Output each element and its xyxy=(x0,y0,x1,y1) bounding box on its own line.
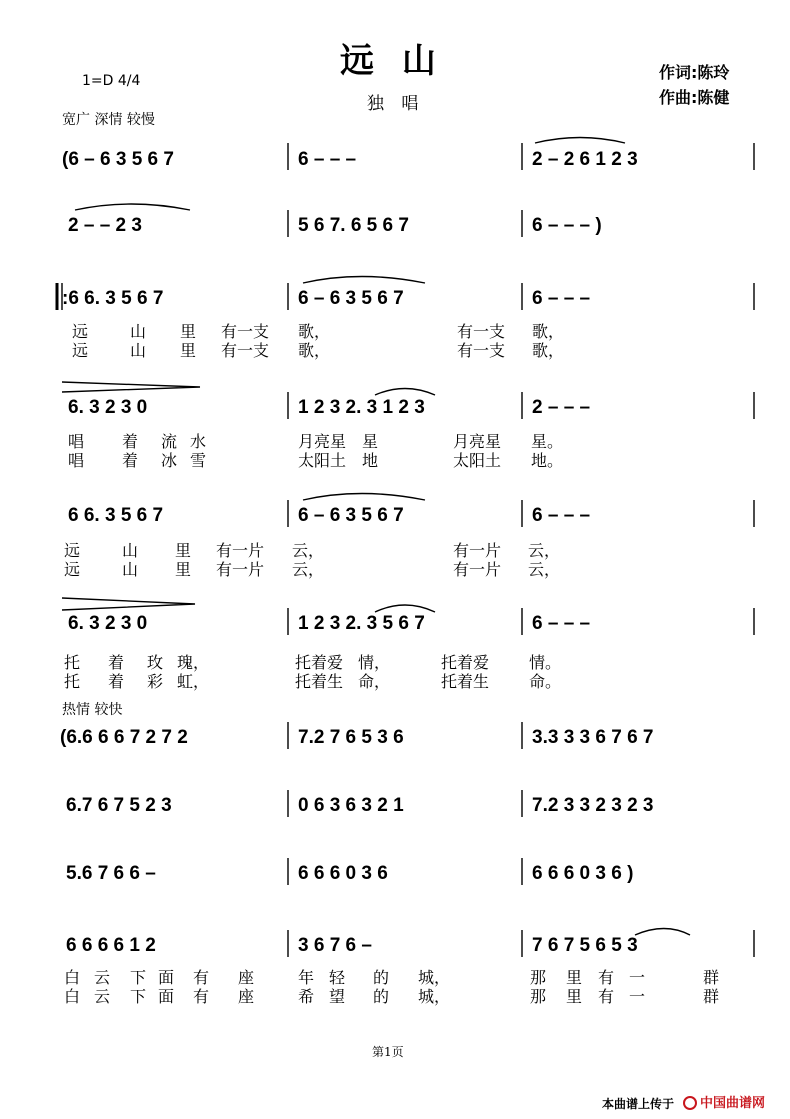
lyric: 歌， xyxy=(298,341,331,360)
lyric: 远 xyxy=(72,322,89,341)
lyric: 城， xyxy=(418,968,451,987)
lyric: 托着爱 xyxy=(295,653,344,672)
lyric: 彩 xyxy=(147,672,164,691)
lyric: 托着生 xyxy=(295,672,344,691)
lyric: 虹， xyxy=(177,672,210,691)
lyric: 云， xyxy=(292,560,325,579)
lyric: 有一片 xyxy=(216,541,265,560)
lyric: 座 xyxy=(238,987,255,1006)
lyric: 有 xyxy=(193,968,210,987)
tempo-marking: 宽广 深情 较慢 xyxy=(62,112,155,128)
row2-measure3: 6 – – – ) xyxy=(532,215,602,236)
lyric: 托 xyxy=(64,653,81,672)
lyric: 有一支 xyxy=(221,322,270,341)
lyric: 月亮星 xyxy=(453,432,502,451)
lyric: 水 xyxy=(190,432,207,451)
lyric: 面 xyxy=(158,968,175,987)
lyric: 山 xyxy=(122,541,139,560)
lyric: 星 xyxy=(362,432,379,451)
lyric: 有 xyxy=(598,987,615,1006)
performance-type: 独 唱 xyxy=(367,94,425,114)
row4-measure3: 2 – – – xyxy=(532,397,591,418)
lyric: 托着爱 xyxy=(441,653,490,672)
lyric: 有 xyxy=(598,968,615,987)
lyricist: 作词:陈玲 xyxy=(659,63,730,82)
lyric: 玫 xyxy=(147,653,164,672)
row10-measure3: 7 6 7 5 6 5 3 xyxy=(532,935,638,956)
lyric: 云 xyxy=(94,987,111,1006)
lyric: 里 xyxy=(566,987,583,1006)
lyric: 着 xyxy=(122,432,139,451)
lyric: 的 xyxy=(373,987,390,1006)
lyric: 情， xyxy=(358,653,391,672)
lyric: 里 xyxy=(566,968,583,987)
row2-measure2: 5 6 7. 6 5 6 7 xyxy=(298,215,409,236)
page-number: 第1页 xyxy=(372,1045,404,1059)
row5-measure3: 6 – – – xyxy=(532,505,591,526)
lyric: 那 xyxy=(530,968,547,987)
lyric: 有一支 xyxy=(457,341,506,360)
song-title: 远 山 xyxy=(340,41,444,81)
row6-measure1: 6. 3 2 3 0 xyxy=(68,613,148,634)
lyric: 地 xyxy=(362,451,379,470)
lyric: 座 xyxy=(238,968,255,987)
lyric: 那 xyxy=(530,987,547,1006)
row8-measure1: 6.7 6 7 5 2 3 xyxy=(66,795,172,816)
lyric: 冰 xyxy=(161,451,178,470)
row7-measure3: 3.3 3 3 6 7 6 7 xyxy=(532,727,654,748)
lyric: 山 xyxy=(122,560,139,579)
lyric: 一 xyxy=(629,987,646,1006)
row5-measure1: 6 6. 3 5 6 7 xyxy=(68,505,164,526)
lyric: 白 xyxy=(64,987,81,1006)
lyric: 云， xyxy=(528,541,561,560)
lyric: 瑰， xyxy=(177,653,210,672)
lyric: 着 xyxy=(108,672,125,691)
lyric: 山 xyxy=(130,341,147,360)
lyric: 群 xyxy=(703,968,720,987)
row10-measure1: 6 6 6 6 1 2 xyxy=(66,935,156,956)
row9-measure3: 6 6 6 0 3 6 ) xyxy=(532,863,634,884)
row3-measure2: 6 – 6 3 5 6 7 xyxy=(298,288,404,309)
lyric: 群 xyxy=(703,987,720,1006)
lyric: 托 xyxy=(64,672,81,691)
row9-measure2: 6 6 6 0 3 6 xyxy=(298,863,388,884)
tempo-marking-2: 热情 较快 xyxy=(62,702,123,718)
lyric: 云， xyxy=(292,541,325,560)
row4-measure2: 1 2 3 2. 3 1 2 3 xyxy=(298,397,425,418)
row7-measure1: (6.6 6 6 7 2 7 2 xyxy=(60,727,188,748)
lyric: 轻 xyxy=(329,968,346,987)
lyric: 歌， xyxy=(532,341,565,360)
row10-measure2: 3 6 7 6 – xyxy=(298,935,372,956)
row8-measure3: 7.2 3 3 2 3 2 3 xyxy=(532,795,654,816)
lyric: 唱 xyxy=(68,451,85,470)
row5-measure2: 6 – 6 3 5 6 7 xyxy=(298,505,404,526)
lyric: 远 xyxy=(64,560,81,579)
lyric: 望 xyxy=(329,987,346,1006)
row3-measure1: :6 6. 3 5 6 7 xyxy=(62,288,164,309)
lyric: 有一片 xyxy=(453,541,502,560)
lyric: 希 xyxy=(298,987,315,1006)
lyric: 雪 xyxy=(190,451,207,470)
lyric: 云 xyxy=(94,968,111,987)
lyric: 里 xyxy=(180,322,197,341)
lyric: 太阳土 xyxy=(298,451,347,470)
row7-measure2: 7.2 7 6 5 3 6 xyxy=(298,727,404,748)
lyric: 远 xyxy=(64,541,81,560)
lyric: 有一片 xyxy=(216,560,265,579)
lyric: 里 xyxy=(180,341,197,360)
lyric: 有 xyxy=(193,987,210,1006)
row9-measure1: 5.6 7 6 6 – xyxy=(66,863,156,884)
lyric: 情。 xyxy=(529,653,562,672)
row2-measure1: 2 – – 2 3 xyxy=(68,215,142,236)
upload-note: 本曲谱上传于 xyxy=(602,1097,675,1111)
lyric: 的 xyxy=(373,968,390,987)
lyric: 一 xyxy=(629,968,646,987)
lyric: 命， xyxy=(358,672,391,691)
lyric: 山 xyxy=(130,322,147,341)
site-name: 中国曲谱网 xyxy=(700,1096,766,1111)
lyric: 托着生 xyxy=(441,672,490,691)
lyric: 下 xyxy=(130,968,147,987)
lyric: 流 xyxy=(161,432,178,451)
lyric: 白 xyxy=(64,968,81,987)
lyric: 月亮星 xyxy=(298,432,347,451)
key-signature: 1=D 4/4 xyxy=(82,73,141,89)
lyric: 有一片 xyxy=(453,560,502,579)
lyric: 地。 xyxy=(531,451,564,470)
composer: 作曲:陈健 xyxy=(659,88,730,107)
lyric: 着 xyxy=(122,451,139,470)
lyric: 着 xyxy=(108,653,125,672)
row3-measure3: 6 – – – xyxy=(532,288,591,309)
lyric: 里 xyxy=(175,560,192,579)
lyric: 年 xyxy=(298,968,315,987)
lyric: 下 xyxy=(130,987,147,1006)
lyric: 里 xyxy=(175,541,192,560)
row1-measure2: 6 – – – xyxy=(298,149,357,170)
lyric: 太阳土 xyxy=(453,451,502,470)
row6-measure3: 6 – – – xyxy=(532,613,591,634)
row4-measure1: 6. 3 2 3 0 xyxy=(68,397,148,418)
lyric: 歌， xyxy=(532,322,565,341)
row8-measure2: 0 6 3 6 3 2 1 xyxy=(298,795,404,816)
lyric: 唱 xyxy=(68,432,85,451)
lyric: 星。 xyxy=(531,432,564,451)
site-logo-icon xyxy=(683,1096,697,1110)
lyric: 面 xyxy=(158,987,175,1006)
lyric: 云， xyxy=(528,560,561,579)
lyric: 歌， xyxy=(298,322,331,341)
lyric: 命。 xyxy=(529,672,562,691)
lyric: 城， xyxy=(418,987,451,1006)
lyric: 有一支 xyxy=(221,341,270,360)
lyric: 远 xyxy=(72,341,89,360)
lyric: 有一支 xyxy=(457,322,506,341)
row6-measure2: 1 2 3 2. 3 5 6 7 xyxy=(298,613,425,634)
row1-measure1: (6 – 6 3 5 6 7 xyxy=(62,149,174,170)
row1-measure3: 2 – 2 6 1 2 3 xyxy=(532,149,638,170)
